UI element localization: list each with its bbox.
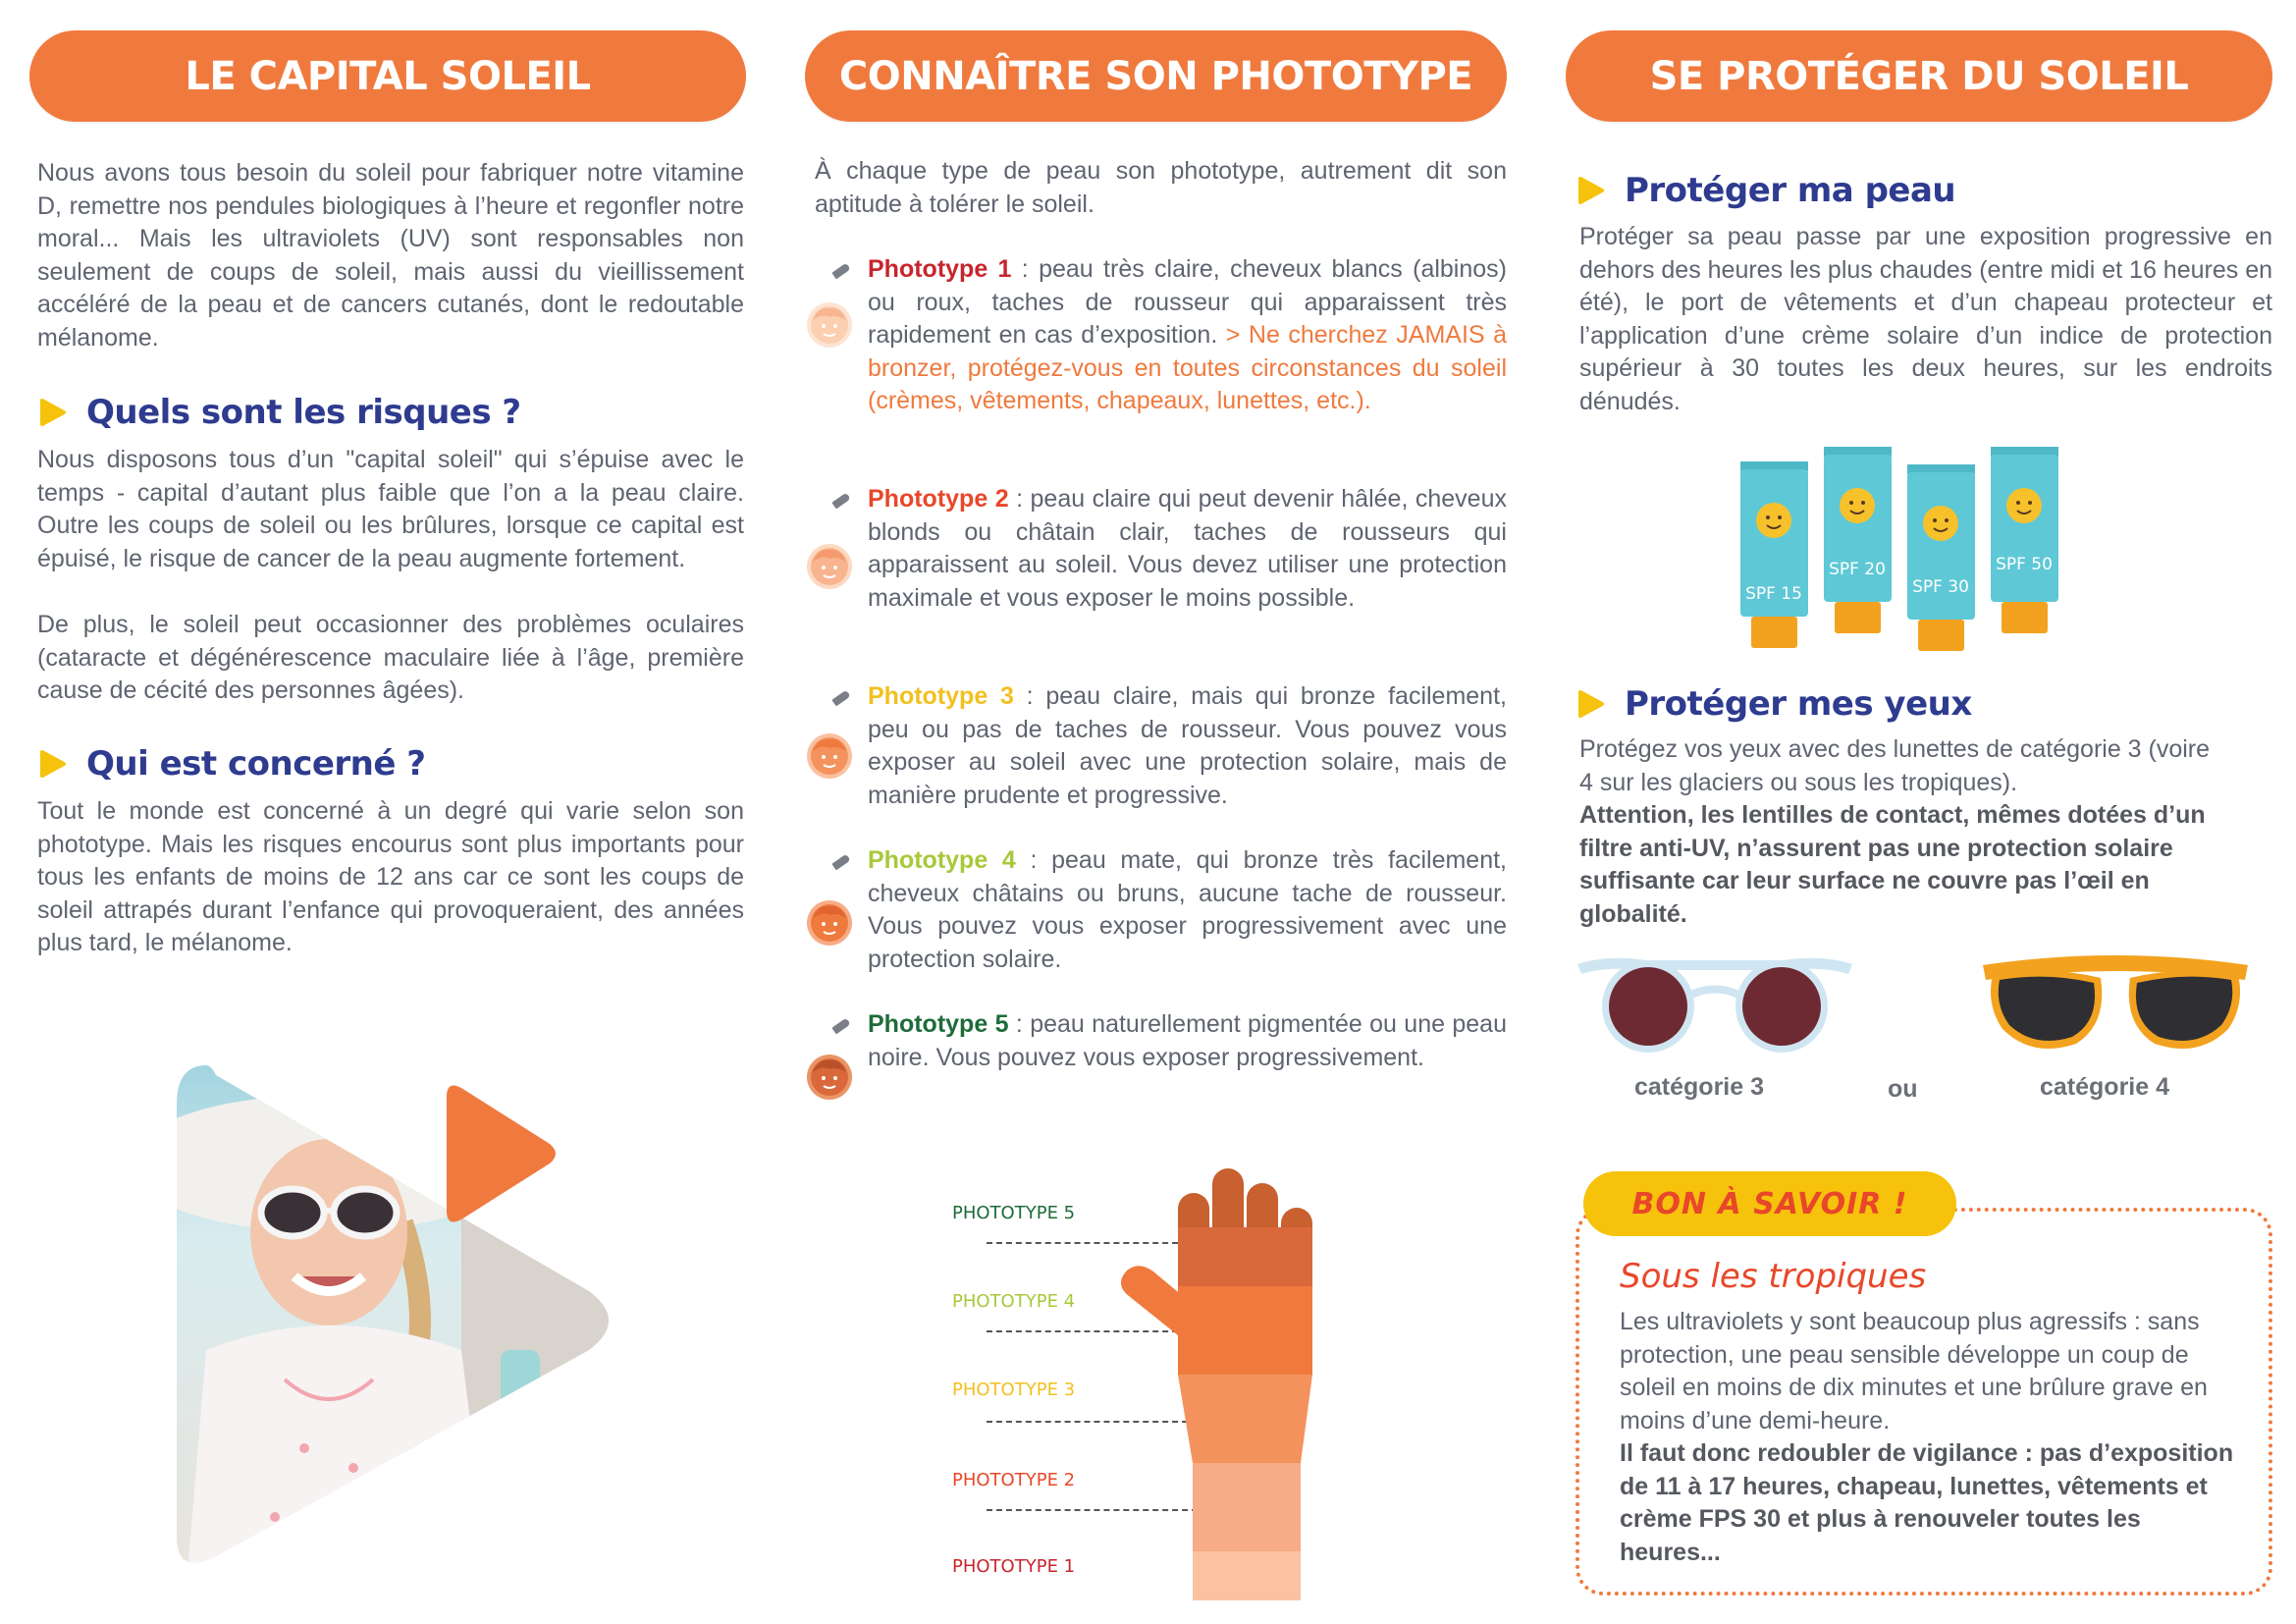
tube-spf-label: SPF 15 [1745, 584, 1802, 604]
face-icon [805, 898, 854, 947]
tube-spf-label: SPF 20 [1829, 560, 1886, 579]
phototype-intro: À chaque type de peau son phototype, autrement dit son aptitude à tolérer le soleil. [815, 157, 1507, 218]
aviator-sunglasses-cat4-icon [1978, 950, 2253, 1058]
yellow-triangle-icon [37, 749, 67, 779]
eyes-title: Protéger mes yeux [1625, 684, 1972, 724]
bon-a-savoir-label: BON À SAVOIR ! [1631, 1186, 1908, 1221]
face-icon [805, 731, 854, 781]
tube-spf-label: SPF 50 [1996, 555, 2053, 574]
hand-skin-gradient-illustration [1099, 1149, 1355, 1600]
banner-phototype: CONNAÎTRE SON PHOTOTYPE [805, 30, 1507, 122]
banner-capital-soleil: LE CAPITAL SOLEIL [29, 30, 746, 122]
tube-spf-label: SPF 30 [1912, 577, 1969, 597]
column-phototype [805, 0, 1507, 1624]
hand-label-phototype-2: PHOTOTYPE 2 [952, 1470, 1076, 1490]
sunscreen-tube-icon [1821, 447, 1895, 638]
phototype-3-text: peau claire, mais qui bronze facilement, peu ou pas de taches de rousseur. Vous pouvez vous exposer au soleil avec une protection solaire, mais de manière prudente et progressive. [868, 682, 1507, 809]
concerned-title: Qui est concerné ? [86, 744, 426, 784]
hand-label-phototype-1: PHOTOTYPE 1 [952, 1556, 1076, 1577]
skin-paragraph: Protéger sa peau passe par une exposition progressive en dehors des heures les plus chaudes (entre midi et 16 heures en été), le port de vêtements et d’un chapeau protecteur et l’application d’une crème solaire d’un indice de protection supérieur à 30 toutes les deux heures, sur les endroits dénudés. [1579, 223, 2272, 415]
phototype-3-sep: : [1013, 682, 1046, 710]
face-icon [805, 300, 854, 350]
face-icon [805, 542, 854, 591]
phototype-2-text: peau claire qui peut devenir hâlée, cheveux blonds ou châtain clair, taches de rousseurs qui apparaissent au soleil. Vous devez utiliser une protection maximale et vous exposer le moins possible. [868, 485, 1507, 612]
skin-title: Protéger ma peau [1625, 171, 1956, 210]
phototype-5-sep: : [1008, 1010, 1031, 1038]
concerned-paragraph: Tout le monde est concerné à un degré qui varie selon son phototype. Mais les risques encourus sont plus importants pour tous les enfants de moins de 12 ans car ce sont les coups de soleil attrapés durant l’enfance qui provoqueraient, des années plus tard, le mélanome. [37, 797, 744, 956]
column-capital-soleil [29, 0, 746, 1624]
phototype-2-name: Phototype 2 [868, 485, 1009, 513]
yellow-triangle-icon [1575, 176, 1605, 205]
category-4-label: catégorie 4 [2040, 1073, 2170, 1101]
eyes-warning: Attention, les lentilles de contact, mêmes dotées d’un filtre anti-UV, n’assurent pas une protection solaire suffisante car leur surface ne couvre pas l’œil en globalité. [1579, 801, 2206, 928]
intro-paragraph: Nous avons tous besoin du soleil pour fabriquer notre vitamine D, remettre nos pendules biologiques à l’heure et regonfler notre moral... Mais les ultraviolets (UV) sont responsables non seulement de coups de soleil, mais aussi du vieillissement accéléré de la peau et de cancers cutanés, dont le redoutable mélanome. [37, 159, 744, 352]
phototype-1-text: peau très claire, cheveux blancs (albinos) ou roux, taches de rousseur qui apparaissent très rapidement en cas d’exposition. [868, 255, 1507, 349]
risks-paragraph-1: Nous disposons tous d’un "capital soleil" qui s’épuise avec le temps - capital d’autant plus faible que l’on a la peau claire. Outre les coups de soleil ou les brûlures, lorsque ce capital est épuisé, le risque de cancer de la peau augmente fortement. [37, 446, 744, 572]
pencil-icon [831, 1018, 850, 1035]
hand-label-phototype-5: PHOTOTYPE 5 [952, 1203, 1076, 1223]
yellow-triangle-icon [1575, 689, 1605, 719]
or-label: ou [1888, 1075, 1918, 1103]
face-icon [805, 1053, 854, 1102]
sunscreen-tube-icon [1988, 447, 2061, 638]
phototype-5-name: Phototype 5 [868, 1010, 1009, 1038]
phototype-4-text: peau mate, qui bronze très facilement, cheveux châtains ou bruns, aucune tache de rousseur. Vous pouvez vous exposer progressivement avec une protection solaire. [868, 846, 1507, 973]
phototype-4-sep: : [1015, 846, 1052, 874]
phototype-2-sep: : [1008, 485, 1031, 513]
phototype-3-name: Phototype 3 [868, 682, 1014, 710]
hand-label-phototype-3: PHOTOTYPE 3 [952, 1380, 1076, 1400]
round-sunglasses-cat3-icon [1577, 952, 1852, 1060]
tropiques-title: Sous les tropiques [1620, 1257, 1927, 1296]
phototype-1-name: Phototype 1 [868, 255, 1012, 283]
phototype-4-name: Phototype 4 [868, 846, 1016, 874]
pencil-icon [831, 263, 850, 280]
tropiques-paragraph [1620, 1306, 2243, 1569]
hand-label-phototype-4: PHOTOTYPE 4 [952, 1291, 1076, 1312]
sunscreen-tube-icon [1737, 461, 1811, 653]
banner-se-proteger: SE PROTÉGER DU SOLEIL [1566, 30, 2272, 122]
phototype-5-text: peau naturellement pigmentée ou une peau noire. Vous pouvez vous exposer progressivement. [868, 1010, 1507, 1071]
orange-play-icon [447, 1085, 556, 1221]
sunscreen-tube-icon [1904, 464, 1978, 656]
column-se-proteger [1566, 0, 2272, 1624]
eyes-heading [1575, 682, 1972, 726]
risks-title: Quels sont les risques ? [86, 393, 521, 432]
sunscreen-tubes [1737, 447, 2110, 643]
eyes-text: Protégez vos yeux avec des lunettes de catégorie 3 (voire 4 sur les glaciers ou sous les tropiques). [1579, 735, 2211, 796]
yellow-triangle-icon [37, 398, 67, 427]
pencil-icon [831, 493, 850, 510]
pencil-icon [831, 854, 850, 871]
phototype-1-warning: > Ne cherchez JAMAIS à bronzer, protégez-vous en toutes circonstances du soleil (crèmes, vêtements, chapeaux, lunettes, etc.). [868, 321, 1508, 414]
risks-heading [37, 391, 521, 434]
concerned-heading [37, 742, 426, 785]
category-3-label: catégorie 3 [1634, 1073, 1765, 1101]
girl-sunglasses-photo [167, 1056, 677, 1586]
skin-heading [1575, 169, 1955, 212]
tropiques-advice: Il faut donc redoubler de vigilance : pas d’exposition de 11 à 17 heures, chapeau, lunettes, vêtements et crème FPS 30 et plus à renouveler toutes les heures... [1620, 1439, 2234, 1566]
tropiques-text: Les ultraviolets y sont beaucoup plus agressifs : sans protection, une peau sensible développe un coup de soleil en moins de dix minutes et une brûlure grave en moins d’une demi-heure. [1620, 1308, 2208, 1435]
eyes-paragraph [1579, 733, 2217, 931]
pencil-icon [831, 690, 850, 707]
phototype-1-sep: : [1011, 255, 1040, 283]
bon-a-savoir-badge [1583, 1171, 1956, 1236]
risks-paragraph-2: De plus, le soleil peut occasionner des problèmes oculaires (cataracte et dégénérescence maculaire liée à l’âge, première cause de cécité des personnes âgées). [37, 611, 744, 704]
